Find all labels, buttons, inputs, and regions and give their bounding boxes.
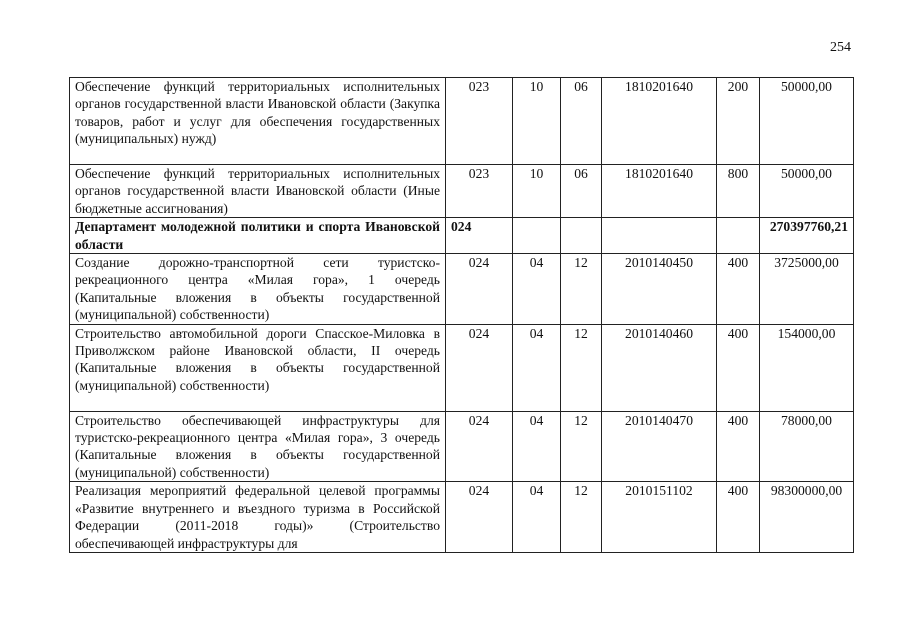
target-article-code: 2010140450 [602, 254, 717, 325]
row-name: Обеспечение функций территориальных исполнительных органов государственной власти Ивановской области (Иные бюджетные ассигнования) [70, 165, 446, 218]
section-code: 04 [513, 254, 561, 325]
page-number: 254 [830, 40, 851, 55]
section-code: 10 [513, 165, 561, 218]
amount-value: 78000,00 [760, 411, 854, 482]
target-article-code: 2010140470 [602, 411, 717, 482]
row-name: Реализация мероприятий федеральной целевой программы «Развитие внутреннего и въездного туризма в Российской Федерации (2011-2018 годы)» (Строительство обеспечивающей инфраструктуры для [70, 482, 446, 553]
subsection-code: 12 [561, 411, 602, 482]
section-code: 04 [513, 482, 561, 553]
section-code: 04 [513, 411, 561, 482]
expense-type-code: 400 [717, 324, 760, 411]
subsection-code: 12 [561, 482, 602, 553]
table-row [70, 482, 854, 553]
section-code: 04 [513, 324, 561, 411]
subsection-code: 06 [561, 165, 602, 218]
ministry-code: 024 [446, 324, 513, 411]
table-row [70, 324, 854, 411]
expense-type-code [717, 218, 760, 254]
ministry-code: 023 [446, 78, 513, 165]
ministry-code: 024 [446, 218, 513, 254]
amount-value: 270397760,21 [760, 218, 854, 254]
amount-value: 154000,00 [760, 324, 854, 411]
expense-type-code: 400 [717, 411, 760, 482]
amount-value: 50000,00 [760, 78, 854, 165]
target-article-code [602, 218, 717, 254]
table-row [70, 78, 854, 165]
subsection-code: 12 [561, 324, 602, 411]
table-row [70, 165, 854, 218]
table-row [70, 254, 854, 325]
expense-type-code: 400 [717, 482, 760, 553]
target-article-code: 1810201640 [602, 165, 717, 218]
expense-type-code: 800 [717, 165, 760, 218]
ministry-code: 024 [446, 254, 513, 325]
subsection-code: 12 [561, 254, 602, 325]
section-code: 10 [513, 78, 561, 165]
row-name: Строительство обеспечивающей инфраструктуры для туристско-рекреационного центра «Милая гора», 3 очередь (Капитальные вложения в объекты государственной (муниципальной) собственности) [70, 411, 446, 482]
row-name: Обеспечение функций территориальных исполнительных органов государственной власти Ивановской области (Закупка товаров, работ и услуг для обеспечения государственных (муниципальных) нужд) [70, 78, 446, 165]
target-article-code: 1810201640 [602, 78, 717, 165]
ministry-code: 024 [446, 482, 513, 553]
target-article-code: 2010140460 [602, 324, 717, 411]
subsection-code [561, 218, 602, 254]
expense-type-code: 400 [717, 254, 760, 325]
budget-table [69, 77, 854, 553]
ministry-code: 023 [446, 165, 513, 218]
ministry-code: 024 [446, 411, 513, 482]
target-article-code: 2010151102 [602, 482, 717, 553]
row-name: Создание дорожно-транспортной сети туристско-рекреационного центра «Милая гора», 1 очередь (Капитальные вложения в объекты государственной (муниципальной) собственности) [70, 254, 446, 325]
amount-value: 50000,00 [760, 165, 854, 218]
expense-type-code: 200 [717, 78, 760, 165]
section-code [513, 218, 561, 254]
amount-value: 98300000,00 [760, 482, 854, 553]
row-name: Департамент молодежной политики и спорта Ивановской области [70, 218, 446, 254]
table-row [70, 411, 854, 482]
table-row-department [70, 218, 854, 254]
amount-value: 3725000,00 [760, 254, 854, 325]
subsection-code: 06 [561, 78, 602, 165]
row-name: Строительство автомобильной дороги Спасское-Миловка в Приволжском районе Ивановской области, II очередь (Капитальные вложения в объекты государственной (муниципальной) собственности) [70, 324, 446, 411]
